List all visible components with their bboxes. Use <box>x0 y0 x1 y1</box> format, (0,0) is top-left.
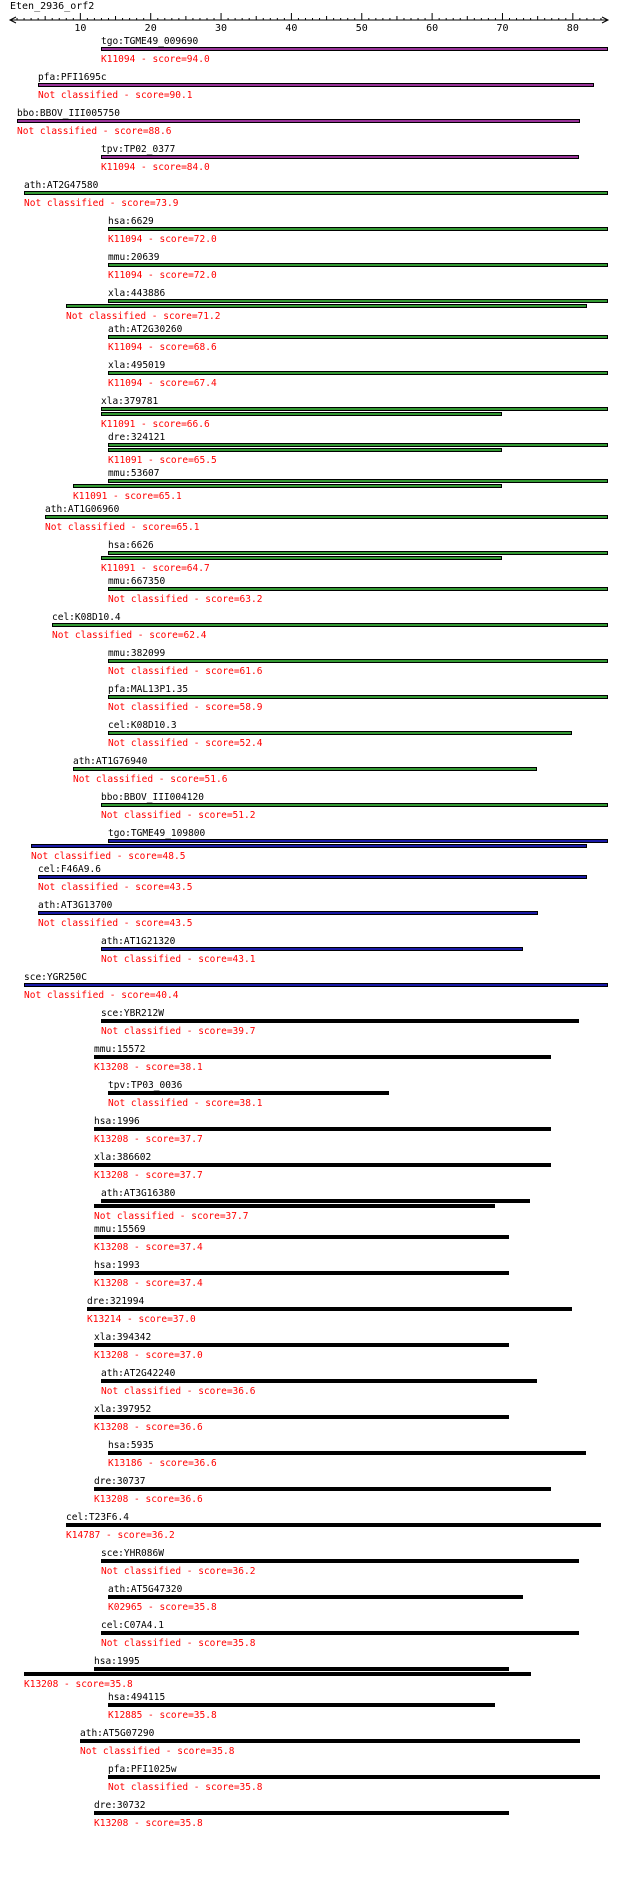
hit-annotation[interactable]: K14787 - score=36.2 <box>66 1530 175 1541</box>
hit-bar-segment <box>108 1703 495 1707</box>
hit-annotation[interactable]: Not classified - score=62.4 <box>52 630 207 641</box>
hit-name[interactable]: ath:AT3G13700 <box>38 900 113 911</box>
hit-bars <box>0 1595 620 1605</box>
hit-row[interactable] <box>0 1296 620 1332</box>
hit-name[interactable]: pfa:PFI1695c <box>38 72 107 83</box>
hit-row[interactable] <box>0 972 620 1008</box>
hit-bars <box>0 803 620 813</box>
hit-bar-segment <box>101 1631 579 1635</box>
hit-row[interactable] <box>0 288 620 324</box>
hit-name[interactable]: mmu:15572 <box>94 1044 146 1055</box>
hit-name[interactable]: mmu:53607 <box>108 468 160 479</box>
hit-annotation[interactable]: K11091 - score=66.6 <box>101 419 210 430</box>
hit-name[interactable]: dre:324121 <box>108 432 166 443</box>
hit-bar-segment <box>101 556 502 560</box>
hit-name[interactable]: xla:443886 <box>108 288 166 299</box>
hit-bar-segment <box>73 767 537 771</box>
hit-annotation[interactable]: K11094 - score=72.0 <box>108 234 217 245</box>
hit-annotation[interactable]: Not classified - score=90.1 <box>38 90 193 101</box>
hit-name[interactable]: cel:T23F6.4 <box>66 1512 129 1523</box>
hit-bars <box>0 335 620 345</box>
hit-name[interactable]: ath:AT1G06960 <box>45 504 120 515</box>
hit-row[interactable] <box>0 1152 620 1188</box>
hit-annotation[interactable]: K02965 - score=35.8 <box>108 1602 217 1613</box>
hit-row[interactable] <box>0 1368 620 1404</box>
axis-tick-label: 40 <box>285 23 298 34</box>
hit-bar-segment <box>108 695 608 699</box>
hit-row[interactable] <box>0 1260 620 1296</box>
hit-annotation[interactable]: K11094 - score=67.4 <box>108 378 217 389</box>
hit-row[interactable] <box>0 720 620 756</box>
hit-annotation[interactable]: Not classified - score=36.6 <box>101 1386 256 1397</box>
hit-row[interactable] <box>0 756 620 792</box>
hit-bar-segment <box>108 551 608 555</box>
hit-bars <box>0 695 620 705</box>
hit-row[interactable] <box>0 1512 620 1548</box>
hit-bar-segment <box>101 803 608 807</box>
hit-annotation[interactable]: Not classified - score=36.2 <box>101 1566 256 1577</box>
hit-bar-segment <box>94 1235 509 1239</box>
hit-annotation[interactable]: K13208 - score=37.7 <box>94 1170 203 1181</box>
hit-row[interactable] <box>0 1692 620 1728</box>
hit-bar-segment <box>108 335 608 339</box>
hit-bar-segment <box>94 1415 509 1419</box>
hit-bar-segment <box>66 304 587 308</box>
hit-bar-segment <box>108 448 502 452</box>
hit-bar-segment <box>80 1739 580 1743</box>
hit-name[interactable]: cel:K08D10.3 <box>108 720 177 731</box>
hit-bar-segment <box>108 731 572 735</box>
hit-annotation[interactable]: K11094 - score=68.6 <box>108 342 217 353</box>
hit-bars <box>0 1487 620 1497</box>
hit-bar-segment <box>87 1307 572 1311</box>
hit-bar-segment <box>108 371 608 375</box>
hit-name[interactable]: ath:AT2G42240 <box>101 1368 176 1379</box>
hit-bars <box>0 731 620 741</box>
hit-name[interactable]: bbo:BBOV_III005750 <box>17 108 120 119</box>
hit-annotation[interactable]: K11094 - score=94.0 <box>101 54 210 65</box>
hit-annotation[interactable]: Not classified - score=58.9 <box>108 702 263 713</box>
hit-row[interactable] <box>0 684 620 720</box>
hit-bar-segment <box>24 983 608 987</box>
hit-row[interactable] <box>0 576 620 612</box>
axis-tick-label: 50 <box>355 23 368 34</box>
hit-name[interactable]: xla:397952 <box>94 1404 152 1415</box>
hit-annotation[interactable]: K13214 - score=37.0 <box>87 1314 196 1325</box>
hit-annotation[interactable]: Not classified - score=43.5 <box>38 882 193 893</box>
hit-bar-segment <box>101 947 523 951</box>
hit-annotation[interactable]: K13208 - score=37.0 <box>94 1350 203 1361</box>
hit-annotation[interactable]: K13208 - score=37.4 <box>94 1278 203 1289</box>
hit-row[interactable] <box>0 468 620 504</box>
hit-bar-segment <box>66 1523 601 1527</box>
hit-annotation[interactable]: Not classified - score=61.6 <box>108 666 263 677</box>
hit-name[interactable]: tpv:TP02_0377 <box>101 144 176 155</box>
hit-name[interactable]: bbo:BBOV_III004120 <box>101 792 204 803</box>
hit-bar-segment <box>108 1451 586 1455</box>
hit-bar-segment <box>101 47 608 51</box>
hit-row[interactable] <box>0 216 620 252</box>
hit-bar-segment <box>38 875 587 879</box>
hit-name[interactable]: sce:YHR086W <box>101 1548 164 1559</box>
hit-name[interactable]: mmu:15569 <box>94 1224 146 1235</box>
hit-name[interactable]: tgo:TGME49_009690 <box>101 36 199 47</box>
hit-bar-segment <box>108 299 608 303</box>
hit-bar-segment <box>94 1811 509 1815</box>
hit-annotation[interactable]: Not classified - score=38.1 <box>108 1098 263 1109</box>
hit-name[interactable]: pfa:MAL13P1.35 <box>108 684 189 695</box>
hit-annotation[interactable]: Not classified - score=37.7 <box>94 1211 249 1222</box>
hit-bar-segment <box>108 443 608 447</box>
hit-bars <box>0 1379 620 1389</box>
hit-bars <box>0 1019 620 1029</box>
hit-row[interactable] <box>0 1728 620 1764</box>
hit-bar-segment <box>108 1091 389 1095</box>
hit-annotation[interactable]: K13208 - score=37.7 <box>94 1134 203 1145</box>
hit-name[interactable]: cel:C07A4.1 <box>101 1620 164 1631</box>
hit-name[interactable]: hsa:1995 <box>94 1656 140 1667</box>
hit-row[interactable] <box>0 648 620 684</box>
hit-name[interactable]: sce:YGR250C <box>24 972 87 983</box>
hit-annotation[interactable]: K12885 - score=35.8 <box>108 1710 217 1721</box>
hit-row[interactable] <box>0 612 620 648</box>
hit-bar-segment <box>94 1271 509 1275</box>
hit-bar-segment <box>108 659 608 663</box>
hit-name[interactable]: mmu:20639 <box>108 252 160 263</box>
hit-bars <box>0 1163 620 1173</box>
hit-row[interactable] <box>0 396 620 432</box>
hit-bar-segment <box>108 479 608 483</box>
hit-bars <box>0 1667 620 1677</box>
axis-tick-label: 80 <box>566 23 579 34</box>
hit-name[interactable]: xla:394342 <box>94 1332 152 1343</box>
hit-bar-segment <box>38 83 594 87</box>
hit-bars <box>0 1775 620 1785</box>
hit-bar-segment <box>108 227 608 231</box>
hit-row[interactable] <box>0 936 620 972</box>
hit-name[interactable]: mmu:382099 <box>108 648 166 659</box>
hit-annotation[interactable]: Not classified - score=65.1 <box>45 522 200 533</box>
hit-name[interactable]: ath:AT2G47580 <box>24 180 99 191</box>
hit-bar-segment <box>101 412 502 416</box>
hit-name[interactable]: xla:495019 <box>108 360 166 371</box>
hit-row[interactable] <box>0 360 620 396</box>
hit-bar-segment <box>94 1343 509 1347</box>
hit-row[interactable] <box>0 1656 620 1692</box>
hit-name[interactable]: hsa:494115 <box>108 1692 166 1703</box>
hit-name[interactable]: ath:AT5G47320 <box>108 1584 183 1595</box>
hit-name[interactable]: hsa:6626 <box>108 540 154 551</box>
hit-annotation[interactable]: Not classified - score=73.9 <box>24 198 179 209</box>
hit-annotation[interactable]: K13208 - score=35.8 <box>24 1679 133 1690</box>
hit-row[interactable] <box>0 180 620 216</box>
hit-annotation[interactable]: Not classified - score=35.8 <box>80 1746 235 1757</box>
hit-row[interactable] <box>0 1584 620 1620</box>
hit-annotation[interactable]: Not classified - score=52.4 <box>108 738 263 749</box>
hit-bar-segment <box>94 1127 551 1131</box>
hit-name[interactable]: dre:30737 <box>94 1476 146 1487</box>
hit-bar-segment <box>31 844 587 848</box>
hit-row[interactable] <box>0 1548 620 1584</box>
hit-annotation[interactable]: Not classified - score=51.6 <box>73 774 228 785</box>
hit-bars <box>0 1343 620 1353</box>
axis-tick-label: 20 <box>144 23 157 34</box>
hit-annotation[interactable]: Not classified - score=51.2 <box>101 810 256 821</box>
axis-tick-label: 70 <box>496 23 509 34</box>
hit-bar-segment <box>24 191 608 195</box>
hit-name[interactable]: ath:AT5G07290 <box>80 1728 155 1739</box>
hit-row[interactable] <box>0 1116 620 1152</box>
hit-row[interactable] <box>0 1440 620 1476</box>
hit-bars <box>0 587 620 597</box>
axis-tick-label: 30 <box>215 23 228 34</box>
hit-annotation[interactable]: Not classified - score=88.6 <box>17 126 172 137</box>
hit-name[interactable]: ath:AT2G30260 <box>108 324 183 335</box>
hit-annotation[interactable]: K11091 - score=65.5 <box>108 455 217 466</box>
hit-name[interactable]: hsa:6629 <box>108 216 154 227</box>
hit-row[interactable] <box>0 72 620 108</box>
hit-annotation[interactable]: Not classified - score=71.2 <box>66 311 221 322</box>
hit-annotation[interactable]: K13208 - score=36.6 <box>94 1494 203 1505</box>
hit-bars <box>0 155 620 165</box>
hit-name[interactable]: pfa:PFI1025w <box>108 1764 177 1775</box>
hit-row[interactable] <box>0 1044 620 1080</box>
hit-row[interactable] <box>0 1764 620 1800</box>
hit-annotation[interactable]: Not classified - score=40.4 <box>24 990 179 1001</box>
hit-row[interactable] <box>0 1404 620 1440</box>
hit-bars <box>0 659 620 669</box>
hit-row[interactable] <box>0 792 620 828</box>
hit-name[interactable]: mmu:667350 <box>108 576 166 587</box>
hit-name[interactable]: tpv:TP03_0036 <box>108 1080 183 1091</box>
hit-bar-segment <box>38 911 538 915</box>
hit-row[interactable] <box>0 108 620 144</box>
hit-bars <box>0 1559 620 1569</box>
hit-bar-segment <box>108 1595 523 1599</box>
hit-name[interactable]: tgo:TGME49_109800 <box>108 828 206 839</box>
hit-bars <box>0 1127 620 1137</box>
axis-tick-label: 10 <box>74 23 87 34</box>
hit-bars <box>0 839 620 849</box>
hit-row[interactable] <box>0 1188 620 1224</box>
hit-annotation[interactable]: K11094 - score=72.0 <box>108 270 217 281</box>
hit-bar-segment <box>94 1055 551 1059</box>
hit-bars <box>0 1811 620 1821</box>
hit-bar-segment <box>24 1672 531 1676</box>
hit-bars <box>0 1091 620 1101</box>
hit-bar-segment <box>101 1199 530 1203</box>
hit-row[interactable] <box>0 1476 620 1512</box>
hit-annotation[interactable]: K13208 - score=35.8 <box>94 1818 203 1829</box>
hit-annotation[interactable]: Not classified - score=43.5 <box>38 918 193 929</box>
hit-bars <box>0 263 620 273</box>
hit-bars <box>0 1451 620 1461</box>
hit-row[interactable] <box>0 1332 620 1368</box>
hit-bars <box>0 371 620 381</box>
hit-bars <box>0 299 620 309</box>
hit-row[interactable] <box>0 504 620 540</box>
hit-bar-segment <box>101 155 579 159</box>
hit-name[interactable]: dre:321994 <box>87 1296 145 1307</box>
hit-bar-segment <box>108 1775 600 1779</box>
hit-bar-segment <box>45 515 608 519</box>
hit-bar-segment <box>94 1204 495 1208</box>
hit-bar-segment <box>52 623 608 627</box>
axis-tick-label: 60 <box>426 23 439 34</box>
hit-annotation[interactable]: K11094 - score=84.0 <box>101 162 210 173</box>
hit-row[interactable] <box>0 828 620 864</box>
hit-annotation[interactable]: K13208 - score=38.1 <box>94 1062 203 1073</box>
hit-row[interactable] <box>0 900 620 936</box>
hit-bars <box>0 947 620 957</box>
hit-bar-segment <box>17 119 580 123</box>
hit-annotation[interactable]: Not classified - score=35.8 <box>108 1782 263 1793</box>
hit-name[interactable]: hsa:5935 <box>108 1440 154 1451</box>
hit-annotation[interactable]: K11091 - score=64.7 <box>101 563 210 574</box>
hit-annotation[interactable]: K13208 - score=36.6 <box>94 1422 203 1433</box>
hit-row[interactable] <box>0 864 620 900</box>
hit-bar-segment <box>101 1019 579 1023</box>
hit-bars <box>0 1703 620 1713</box>
hit-row[interactable] <box>0 1800 620 1836</box>
hit-annotation[interactable]: K13186 - score=36.6 <box>108 1458 217 1469</box>
hit-bar-segment <box>108 587 608 591</box>
hit-bar-segment <box>94 1487 551 1491</box>
hit-bars <box>0 1271 620 1281</box>
hit-bar-segment <box>94 1163 551 1167</box>
hit-bar-segment <box>101 407 608 411</box>
hit-bars <box>0 407 620 417</box>
hit-name[interactable]: ath:AT1G21320 <box>101 936 176 947</box>
hit-bars <box>0 1055 620 1065</box>
hit-bars <box>0 479 620 489</box>
hit-bars <box>0 1235 620 1245</box>
hit-annotation[interactable]: Not classified - score=35.8 <box>101 1638 256 1649</box>
hit-bars <box>0 1631 620 1641</box>
hit-annotation[interactable]: Not classified - score=48.5 <box>31 851 186 862</box>
hit-row[interactable] <box>0 252 620 288</box>
hit-row[interactable] <box>0 540 620 576</box>
hit-name[interactable]: hsa:1993 <box>94 1260 140 1271</box>
hit-annotation[interactable]: Not classified - score=63.2 <box>108 594 263 605</box>
hit-row[interactable] <box>0 1080 620 1116</box>
hit-row[interactable] <box>0 432 620 468</box>
hit-bars <box>0 551 620 561</box>
hit-name[interactable]: ath:AT1G76940 <box>73 756 148 767</box>
hit-row[interactable] <box>0 144 620 180</box>
hit-bar-segment <box>108 839 608 843</box>
hit-bars <box>0 1199 620 1209</box>
hit-name[interactable]: xla:379781 <box>101 396 159 407</box>
hit-annotation[interactable]: Not classified - score=39.7 <box>101 1026 256 1037</box>
hit-bars <box>0 443 620 453</box>
hit-name[interactable]: cel:F46A9.6 <box>38 864 101 875</box>
hit-annotation[interactable]: Not classified - score=43.1 <box>101 954 256 965</box>
hit-row[interactable] <box>0 1224 620 1260</box>
hit-bars <box>0 1415 620 1425</box>
hit-row[interactable] <box>0 324 620 360</box>
hit-bars <box>0 47 620 57</box>
hit-name[interactable]: dre:30732 <box>94 1800 146 1811</box>
hit-bar-segment <box>73 484 502 488</box>
hit-annotation[interactable]: K11091 - score=65.1 <box>73 491 182 502</box>
hit-bar-segment <box>101 1559 579 1563</box>
hit-bar-segment <box>108 263 608 267</box>
hit-bar-segment <box>94 1667 509 1671</box>
hit-name[interactable]: cel:K08D10.4 <box>52 612 121 623</box>
hit-bars <box>0 227 620 237</box>
hit-name[interactable]: ath:AT3G16380 <box>101 1188 176 1199</box>
hit-row[interactable] <box>0 36 620 72</box>
hit-name[interactable]: xla:386602 <box>94 1152 152 1163</box>
hit-annotation[interactable]: K13208 - score=37.4 <box>94 1242 203 1253</box>
hit-row[interactable] <box>0 1008 620 1044</box>
hit-row[interactable] <box>0 1620 620 1656</box>
query-title: Eten_2936_orf2 <box>10 1 95 12</box>
hit-name[interactable]: hsa:1996 <box>94 1116 140 1127</box>
hit-bar-segment <box>101 1379 537 1383</box>
hit-name[interactable]: sce:YBR212W <box>101 1008 164 1019</box>
